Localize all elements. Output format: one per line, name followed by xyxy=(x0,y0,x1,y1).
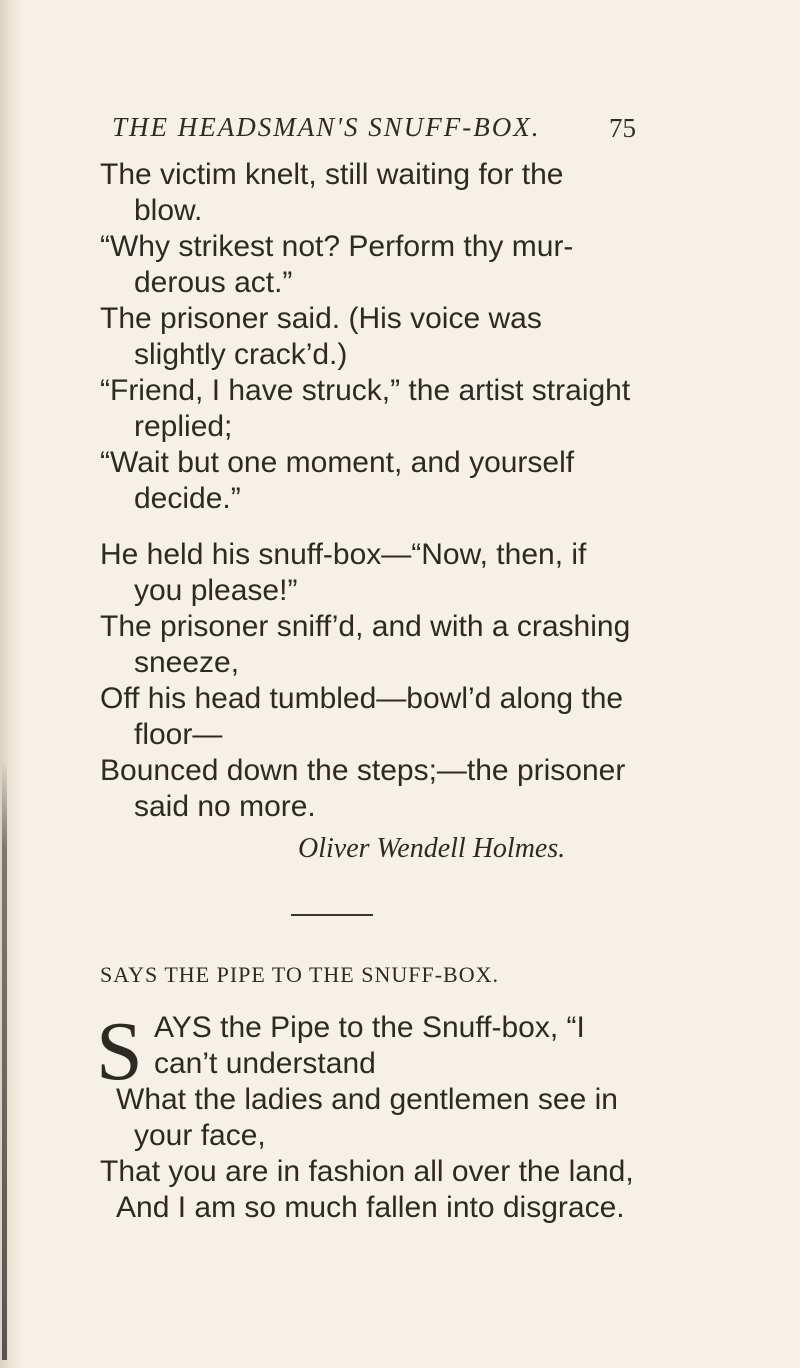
poem-line: blow. xyxy=(134,194,203,227)
page-gutter-shadow xyxy=(0,0,22,1368)
running-title: THE HEADSMAN'S SNUFF-BOX. xyxy=(112,112,541,142)
poem-line: And I am so much fallen into disgrace. xyxy=(116,1191,625,1224)
poem-line: That you are in fashion all over the land, xyxy=(100,1155,634,1188)
author-signature: Oliver Wendell Holmes. xyxy=(298,833,566,864)
poem-line: you please!” xyxy=(134,574,298,607)
running-header xyxy=(112,112,636,143)
poem-line: AYS the Pipe to the Snuff-box, “I xyxy=(154,1011,585,1044)
poem-line: derous act.” xyxy=(134,266,293,299)
poem-line: replied; xyxy=(134,410,233,443)
poem-line: decide.” xyxy=(134,482,241,515)
poem-line: “Friend, I have struck,” the artist straight xyxy=(100,374,631,407)
poem-line: “Wait but one moment, and yourself xyxy=(100,446,575,479)
poem-line: Bounced down the steps;—the prisoner xyxy=(100,754,626,787)
poem-title: SAYS THE PIPE TO THE SNUFF-BOX. xyxy=(100,962,499,987)
poem-line: slightly crack’d.) xyxy=(134,338,348,371)
poem-line: said no more. xyxy=(134,790,316,823)
section-divider xyxy=(291,914,373,916)
drop-cap: S xyxy=(96,1005,143,1098)
poem-line: The victim knelt, still waiting for the xyxy=(100,158,564,191)
poem-line: The prisoner said. (His voice was xyxy=(100,302,542,335)
poem-line: floor— xyxy=(134,718,223,751)
page-number: 75 xyxy=(609,113,636,143)
poem-line: What the ladies and gentlemen see in xyxy=(116,1083,618,1116)
poem-line: Off his head tumbled—bowl’d along the xyxy=(100,682,624,715)
poem-line: sneeze, xyxy=(134,646,240,679)
poem-line: “Why strikest not? Perform thy mur- xyxy=(100,230,574,263)
poem-line: The prisoner sniff’d, and with a crashing xyxy=(100,610,631,643)
poem-line: your face, xyxy=(134,1119,266,1152)
poem-line: can’t understand xyxy=(154,1047,376,1080)
poem-line: He held his snuff-box—“Now, then, if xyxy=(100,538,587,571)
